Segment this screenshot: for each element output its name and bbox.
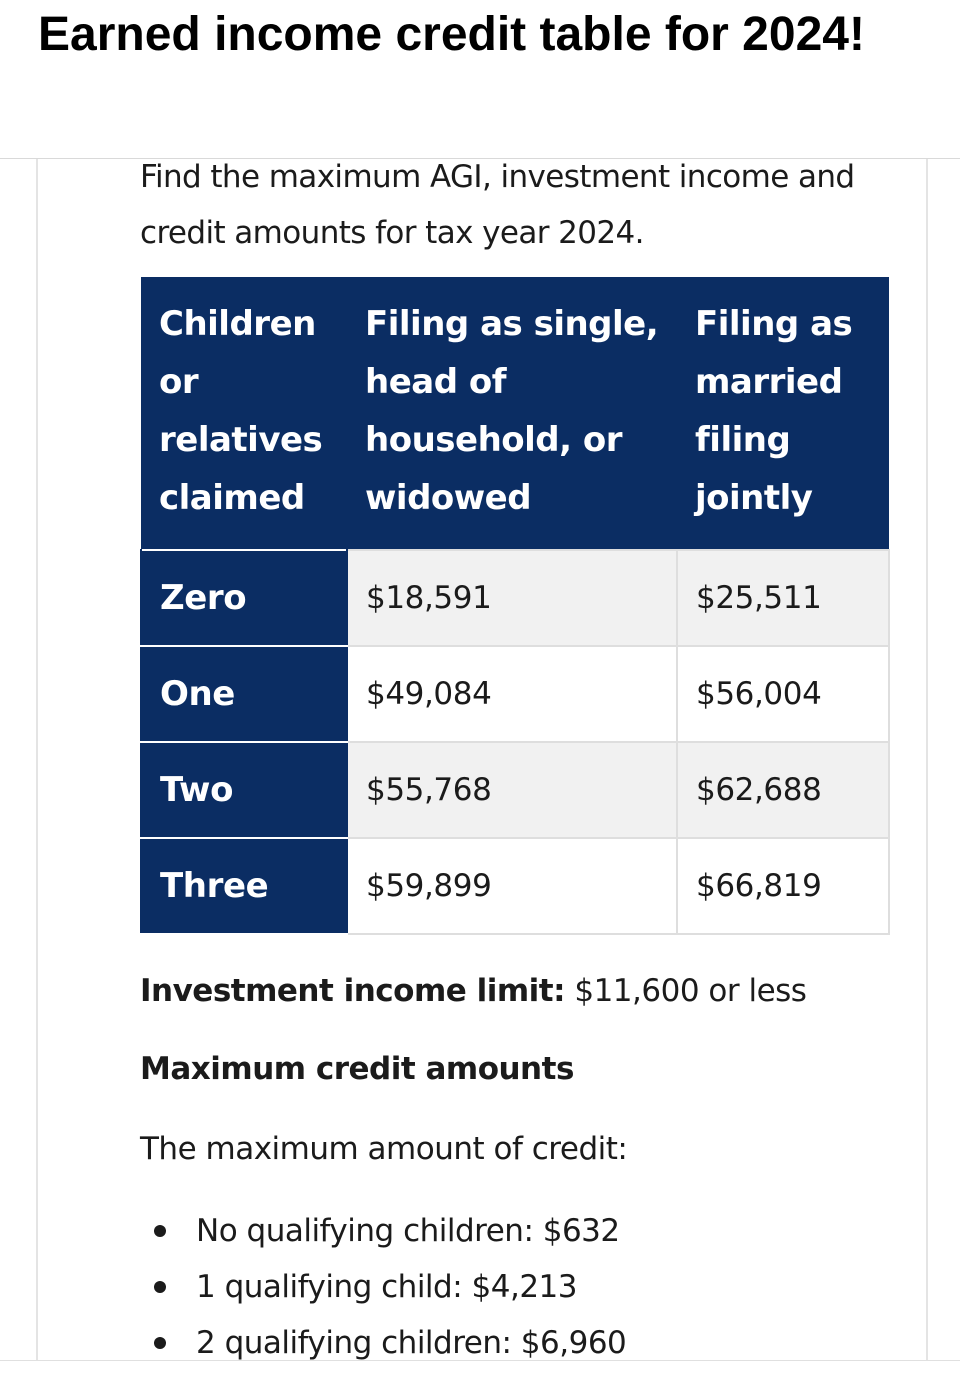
table-row bbox=[141, 838, 889, 934]
cell-single: $55,768 bbox=[347, 742, 677, 838]
credit-text: 2 qualifying children: $6,960 bbox=[196, 1325, 627, 1360]
table-row bbox=[141, 550, 889, 646]
credit-text: No qualifying children: $632 bbox=[196, 1213, 620, 1249]
max-credit-heading: Maximum credit amounts bbox=[140, 1051, 574, 1087]
row-label: One bbox=[141, 646, 347, 742]
table-row bbox=[141, 742, 889, 838]
list-item bbox=[140, 1259, 626, 1315]
post-title: Earned income credit table for 2024! bbox=[38, 8, 865, 61]
row-label: Two bbox=[141, 742, 347, 838]
article-screenshot bbox=[36, 159, 928, 1360]
header-single: Filing as single, head of household, or widowed bbox=[347, 277, 677, 550]
cell-joint: $66,819 bbox=[677, 838, 889, 934]
article-content bbox=[140, 159, 890, 1360]
intro-text: Find the maximum AGI, investment income and credit amounts for tax year 2024. bbox=[140, 159, 855, 251]
list-item bbox=[140, 1203, 626, 1259]
eic-table bbox=[140, 277, 890, 935]
cell-single: $49,084 bbox=[347, 646, 677, 742]
investment-limit-label: Investment income limit: bbox=[140, 973, 565, 1009]
table-header-row bbox=[141, 277, 889, 550]
credit-list bbox=[140, 1203, 626, 1360]
bullet-icon bbox=[154, 1281, 166, 1293]
list-item bbox=[140, 1315, 626, 1360]
credit-text: 1 qualifying child: $4,213 bbox=[196, 1269, 577, 1305]
bullet-icon bbox=[154, 1225, 166, 1237]
investment-limit-value: $11,600 or less bbox=[565, 973, 807, 1009]
table-row bbox=[141, 646, 889, 742]
max-credit-lead: The maximum amount of credit: bbox=[140, 1131, 628, 1167]
investment-income-limit bbox=[140, 969, 806, 1013]
row-label: Three bbox=[141, 838, 347, 934]
bottom-edge bbox=[0, 1360, 960, 1373]
cell-joint: $62,688 bbox=[677, 742, 889, 838]
cell-single: $18,591 bbox=[347, 550, 677, 646]
cell-single: $59,899 bbox=[347, 838, 677, 934]
row-label: Zero bbox=[141, 550, 347, 646]
header-children: Children or relatives claimed bbox=[141, 277, 347, 550]
bullet-icon bbox=[154, 1337, 166, 1349]
cell-joint: $25,511 bbox=[677, 550, 889, 646]
header-joint: Filing as married filing jointly bbox=[677, 277, 889, 550]
cell-joint: $56,004 bbox=[677, 646, 889, 742]
